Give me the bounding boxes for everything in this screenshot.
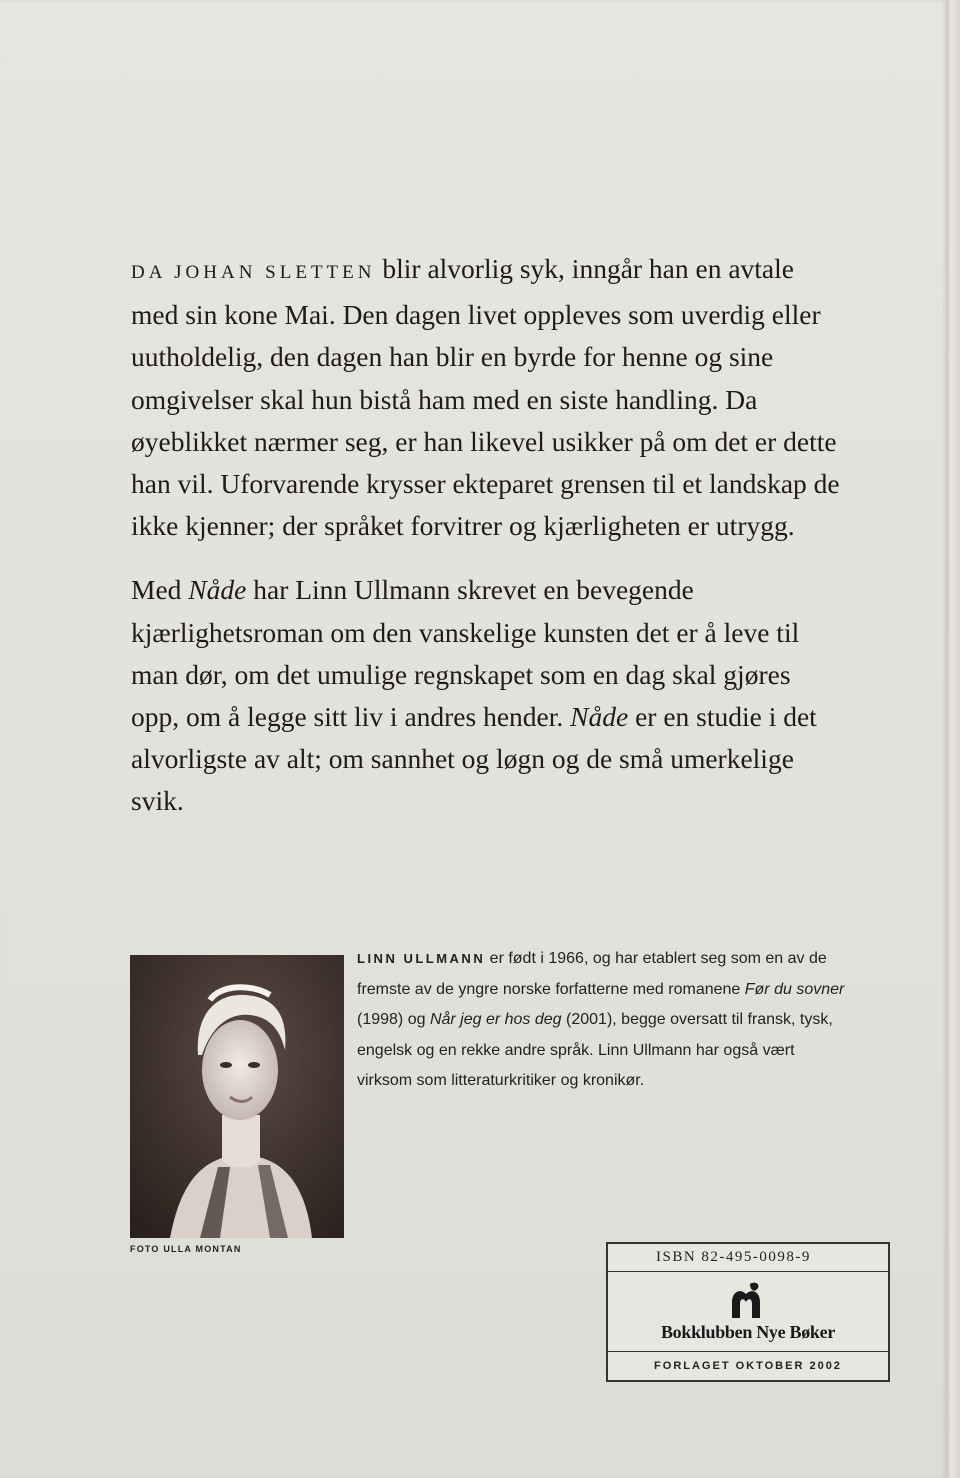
publisher-name: Bokklubben Nye Bøker: [660, 1322, 836, 1342]
bio-book-title-2: Når jeg er hos deg: [429, 1011, 562, 1028]
bio-text-3: (2001), begge oversatt til fransk, tysk, engelsk og en rekke andre språk. Linn Ullmann har også vært virksom som litteraturkritiker og kronikør.: [357, 1011, 833, 1089]
blurb-p1-text: blir alvorlig syk, inngår han en avtale med sin kone Mai. Den dagen livet oppleves som uverdig eller uutholdelig, den dagen han blir en byrde for henne og sine omgivelser skal hun bistå ham med en siste handling. Da øyeblikket nærmer seg, er han likevel usikker på om det er dette han vil. Uforvarende krysser ekteparet grensen til et landskap de ikke kjenner; der språket forvitrer og kjærligheten er utrygg.: [131, 253, 840, 542]
blurb-paragraph-1: [131, 248, 841, 547]
bio-text-1: er født i 1966, og har etablert seg som en av de fremste av de yngre norske forfatterne med romanene: [357, 950, 827, 998]
blurb-lead-smallcaps: DA JOHAN SLETTEN: [131, 262, 376, 283]
isbn-number: ISBN 82-495-0098-9: [608, 1244, 888, 1272]
blurb-text: [131, 248, 841, 823]
author-bio: [357, 944, 847, 1097]
cover-edge: [946, 0, 960, 1478]
imprint-line: FORLAGET OKTOBER 2002: [654, 1360, 842, 1372]
book-title-italic: Nåde: [188, 574, 247, 606]
publisher-area: [608, 1272, 888, 1352]
bio-text-2: (1998) og: [357, 1011, 430, 1028]
blurb-p2-c: er en studie i det alvorligste av alt; om sannhet og løgn og de små umerkelige svik.: [131, 701, 817, 817]
author-portrait-image: [130, 955, 344, 1238]
blurb-paragraph-2: [131, 569, 841, 822]
bio-book-title-1: Før du sovner: [744, 980, 845, 998]
author-name: LINN ULLMANN: [357, 951, 486, 966]
author-photo: [130, 955, 344, 1238]
photo-credit: FOTO ULLA MONTAN: [130, 1244, 242, 1254]
blurb-p2-a: Med: [131, 574, 189, 606]
blurb-p2-b: har Linn Ullmann skrevet en bevegende kjærlighetsroman om den vanskelige kunsten det er å leve til man dør, om det umulige regnskapet som en dag skal gjøres opp, om å legge sitt liv i andres hender.: [131, 574, 800, 733]
isbn-publisher-box: [606, 1242, 890, 1382]
book-title-italic: Nåde: [570, 701, 629, 733]
publisher-logo-icon: [728, 1280, 764, 1320]
